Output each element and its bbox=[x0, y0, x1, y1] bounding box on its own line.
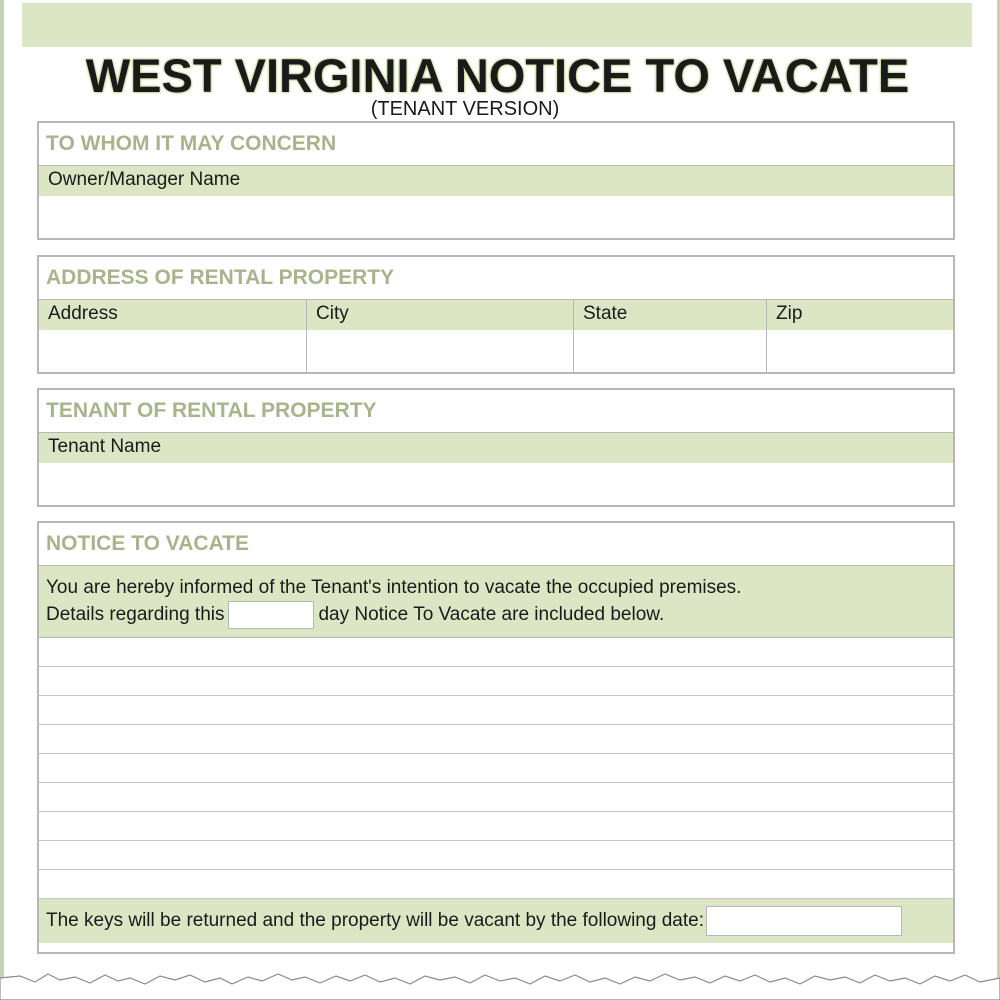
details-line[interactable] bbox=[39, 638, 953, 667]
details-line[interactable] bbox=[39, 783, 953, 812]
notice-days-field[interactable] bbox=[228, 601, 314, 629]
section-to-whom-it-may-concern bbox=[37, 121, 955, 240]
tenant-name-field[interactable] bbox=[39, 463, 953, 505]
vacate-date-row bbox=[39, 899, 953, 943]
zip-field[interactable] bbox=[766, 330, 953, 372]
details-line[interactable] bbox=[39, 696, 953, 725]
owner-manager-name-label: Owner/Manager Name bbox=[48, 169, 241, 190]
zip-label: Zip bbox=[766, 300, 953, 330]
address-fill-row bbox=[39, 330, 953, 372]
details-line[interactable] bbox=[39, 870, 953, 899]
section-heading: TO WHOM IT MAY CONCERN bbox=[39, 123, 953, 166]
notice-line-2-after: day Notice To Vacate are included below. bbox=[318, 604, 665, 626]
notice-line-2 bbox=[46, 601, 953, 629]
details-line[interactable] bbox=[39, 812, 953, 841]
section-address-of-rental-property bbox=[37, 255, 955, 374]
torn-paper-edge bbox=[0, 960, 1000, 1000]
details-line[interactable] bbox=[39, 667, 953, 696]
label-row bbox=[39, 166, 953, 196]
section-notice-to-vacate bbox=[37, 521, 955, 954]
tenant-name-label: Tenant Name bbox=[48, 436, 162, 457]
city-label: City bbox=[306, 300, 573, 330]
address-label: Address bbox=[48, 303, 118, 324]
city-field[interactable] bbox=[306, 330, 573, 372]
label-row bbox=[39, 300, 953, 330]
address-field[interactable] bbox=[39, 330, 306, 372]
state-label: State bbox=[573, 300, 766, 330]
vacate-date-label: The keys will be returned and the property will be vacant by the following date: bbox=[46, 910, 704, 931]
page-title: WEST VIRGINIA NOTICE TO VACATE bbox=[85, 49, 910, 102]
section-tenant-of-rental-property bbox=[37, 388, 955, 507]
top-banner bbox=[22, 3, 972, 47]
page-subtitle: (TENANT VERSION) bbox=[370, 98, 560, 120]
vacate-date-field[interactable] bbox=[706, 906, 902, 936]
label-row bbox=[39, 433, 953, 463]
details-line[interactable] bbox=[39, 841, 953, 870]
section-heading: ADDRESS OF RENTAL PROPERTY bbox=[39, 257, 953, 300]
section-heading: NOTICE TO VACATE bbox=[39, 523, 953, 566]
section-heading: TENANT OF RENTAL PROPERTY bbox=[39, 390, 953, 433]
notice-statement bbox=[39, 566, 953, 638]
details-line[interactable] bbox=[39, 754, 953, 783]
details-lines bbox=[39, 638, 953, 899]
details-line[interactable] bbox=[39, 725, 953, 754]
notice-line-1: You are hereby informed of the Tenant's intention to vacate the occupied premises. bbox=[46, 577, 742, 598]
notice-line-2-before: Details regarding this bbox=[46, 604, 225, 626]
owner-manager-name-field[interactable] bbox=[39, 196, 953, 238]
state-field[interactable] bbox=[573, 330, 766, 372]
page-frame-left bbox=[0, 0, 4, 1000]
